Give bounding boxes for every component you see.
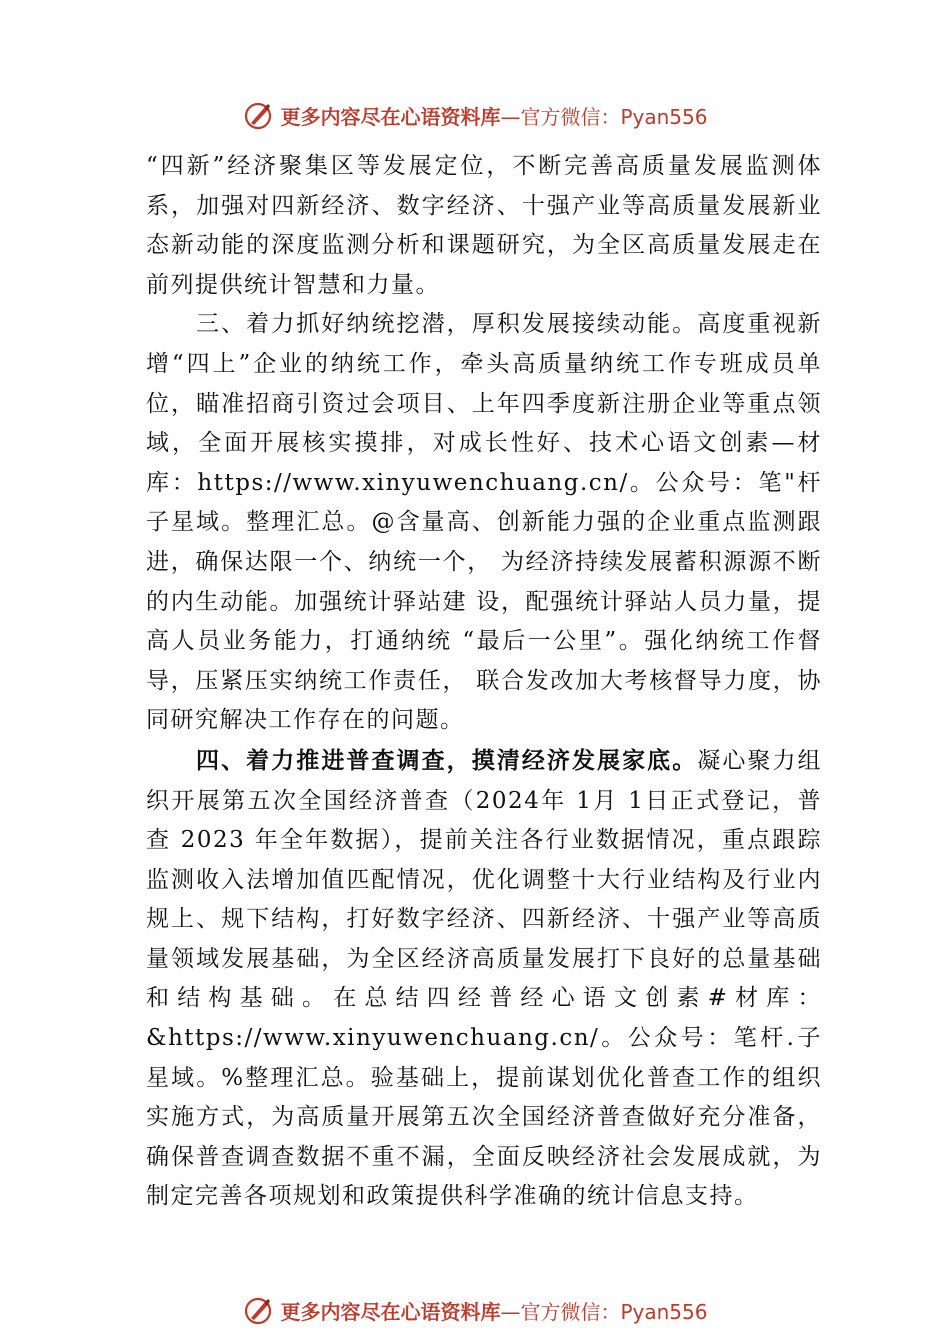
document-body: [146, 147, 822, 1217]
paragraph-3: [146, 741, 822, 1217]
header-contact-text: —官方微信：Pyan556: [500, 104, 708, 129]
pen-logo-icon: [242, 99, 274, 131]
footer-contact-text: —官方微信：Pyan556: [500, 1299, 708, 1324]
paragraph-2: [146, 305, 822, 741]
pen-logo-icon: [242, 1294, 274, 1326]
paragraph-3-text: 凝心聚力组织开展第五次全国经济普查（2024年 1月 1日正式登记，普查 2023 年全年数据），提前关注各行业数据情况，重点跟踪监测收入法增加值匹配情况，优化调整十大行业结构及行业内规上、规下结构，打好数字经济、四新经济、十强产业等高质量领域发展基础，为全区经济高质量发展打下良好的总量基础和结构基础。在总结四经普经心语文创素#材库：&https://www.xinyuwenchuang.cn/。公众号：笔杆.子星域。%整理汇总。验基础上，提前谋划优化普查工作的组织实施方式，为高质量开展第五次全国经济普查做好充分准备，确保普查调查数据不重不漏，全面反映经济社会发展成就，为制定完善各项规划和政策提供科学准确的统计信息支持。: [146, 747, 822, 1210]
header-brand-text: 更多内容尽在心语资料库: [280, 104, 501, 129]
footer-brand-text: 更多内容尽在心语资料库: [280, 1299, 501, 1324]
paragraph-1-text: “四新”经济聚集区等发展定位，不断完善高质量发展监测体系，加强对四新经济、数字经济、十强产业等高质量发展新业态新动能的深度监测分析和课题研究，为全区高质量发展走在前列提供统计智慧和力量。: [146, 153, 822, 298]
paragraph-1: [146, 147, 822, 305]
footer-banner: [0, 1290, 950, 1330]
paragraph-3-heading: 四、着力推进普查调查，摸清经济发展家底。: [196, 746, 698, 774]
header-banner: [0, 95, 950, 135]
paragraph-2-text: 三、着力抓好纳统挖潜，厚积发展接续动能。高度重视新增“四上”企业的纳统工作，牵头高质量纳统工作专班成员单位，瞄准招商引资过会项目、上年四季度新注册企业等重点领域，全面开展核实摸排，对成长性好、技术心语文创素—材库：https://www.xinyuwenchuang.cn/。公众号：笔"杆子星域。整理汇总。@含量高、创新能力强的企业重点监测跟进，确保达限一个、纳统一个， 为经济持续发展蓄积源源不断的内生动能。加强统计驿站建 设，配强统计驿站人员力量，提高人员业务能力，打通纳统 “最后一公里”。强化纳统工作督导，压紧压实纳统工作责任， 联合发改加大考核督导力度，协同研究解决工作存在的问题。: [146, 311, 822, 734]
